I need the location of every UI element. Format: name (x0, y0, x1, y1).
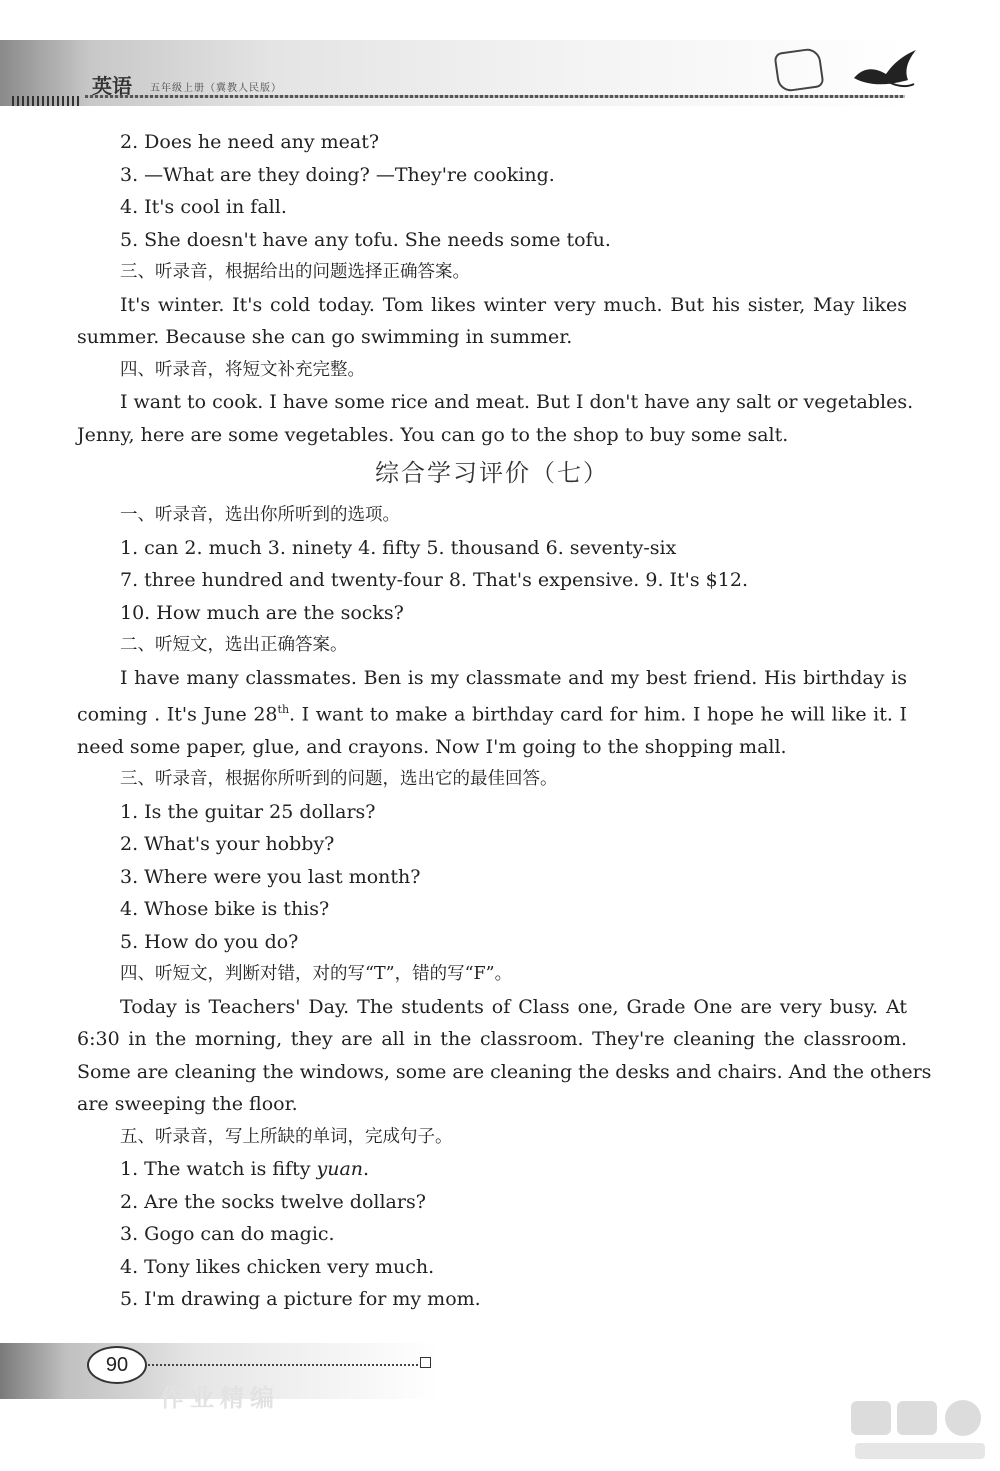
question-heading: 四、听短文，判断对错，对的写“T”，错的写“F”。 (120, 964, 513, 985)
answer-line (77, 1153, 907, 1186)
square-icon (420, 1357, 431, 1368)
answer-line: 4. Tony likes chicken very much. (120, 1255, 435, 1278)
question-heading: 四、听录音，将短文补充完整。 (120, 359, 365, 380)
answer-line: 10. How much are the socks? (120, 601, 404, 624)
footer-dotted-rule (148, 1364, 420, 1366)
passage-line: Jenny, here are some vegetables. You can go to the shop to buy some salt. (77, 423, 789, 446)
question-heading: 五、听录音，写上所缺的单词，完成句子。 (120, 1126, 453, 1147)
passage-line: summer. Because she can go swimming in summer. (77, 326, 573, 348)
answer-line: 5. How do you do? (120, 930, 299, 953)
answer-italic: yuan (316, 1158, 364, 1181)
passage-line: Today is Teachers' Day. The students of Class one, Grade One are very busy. At (120, 995, 907, 1018)
question-heading: 二、听短文，选出正确答案。 (120, 635, 348, 655)
page-content (77, 126, 932, 1316)
answer-line: 3. Gogo can do magic. (120, 1223, 335, 1246)
answer-line: 3. Where were you last month? (120, 865, 421, 888)
header-rule (85, 95, 905, 98)
answer-line: 7. three hundred and twenty-four 8. That's expensive. 9. It's $12. (120, 569, 748, 591)
answer-line: 1. can 2. much 3. ninety 4. fifty 5. thousand 6. seventy-six (120, 536, 677, 559)
answer-line: 5. She doesn't have any tofu. She needs some tofu. (120, 228, 611, 251)
answer-line: 2. What's your hobby? (120, 833, 335, 856)
watermark-logo-icon (845, 1395, 995, 1465)
question-heading: 一、听录音，选出你所听到的选项。 (120, 505, 400, 525)
question-heading: 三、听录音，根据给出的问题选择正确答案。 (120, 262, 470, 282)
passage-line: I want to cook. I have some rice and meat. But I don't have any salt or vegetables. (120, 391, 914, 413)
answer-line: 4. It's cool in fall. (120, 196, 287, 218)
answer-line: 3. —What are they doing? —They're cooking. (120, 163, 555, 186)
answer-text: . (363, 1158, 370, 1181)
bird-icon (850, 44, 920, 94)
answer-line: 2. Are the socks twelve dollars? (120, 1190, 426, 1213)
passage-line: are sweeping the floor. (77, 1093, 298, 1116)
passage-line (77, 694, 907, 731)
subject-title: 英语 (92, 74, 132, 98)
footer-watermark: 作业精编 (160, 1383, 280, 1412)
header-ticks (12, 96, 82, 106)
question-heading: 三、听录音，根据你所听到的问题，选出它的最佳回答。 (120, 769, 558, 790)
passage-text: coming . It's June 28 (77, 703, 278, 726)
answer-text: 1. The watch is fifty (120, 1158, 317, 1181)
section-title: 综合学习评价（七） (375, 459, 609, 487)
answer-line: 5. I'm drawing a picture for my mom. (120, 1288, 481, 1311)
passage-line: need some paper, glue, and crayons. Now I'm going to the shopping mall. (77, 735, 787, 758)
passage-text: . I want to make a birthday card for him. I hope he will like it. I (289, 703, 907, 726)
badge-icon (773, 47, 824, 93)
passage-line: 6:30 in the morning, they are all in the classroom. They're cleaning the classroom. (77, 1028, 907, 1051)
page-number: 90 (87, 1346, 147, 1384)
answer-line: 4. Whose bike is this? (120, 898, 330, 921)
ordinal-suffix: th (277, 703, 290, 716)
edition-label: 五年级上册（冀教人民版） (150, 83, 282, 94)
answer-line: 2. Does he need any meat? (120, 131, 380, 153)
answer-line: 1. Is the guitar 25 dollars? (120, 800, 376, 823)
passage-line: Some are cleaning the windows, some are cleaning the desks and chairs. And the others (77, 1060, 932, 1083)
passage-line: It's winter. It's cold today. Tom likes winter very much. But his sister, May likes (120, 293, 907, 316)
passage-line: I have many classmates. Ben is my classmate and my best friend. His birthday is (120, 666, 907, 689)
